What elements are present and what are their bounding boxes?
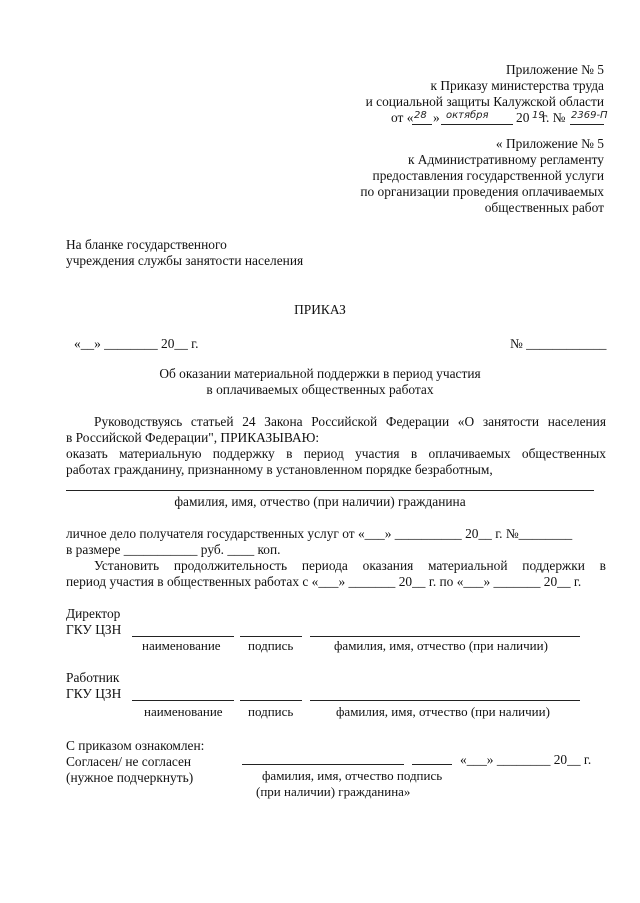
worker-fio-line [310,700,580,701]
director-label: Директор [66,606,121,621]
citizen-name-caption: фамилия, имя, отчество (при наличии) гражданина [174,494,466,509]
appendix-order-line-3: и социальной защиты Калужской области [365,94,604,109]
handwritten-month: октября [446,110,489,121]
body-p1-line-1: Руководствуясь статьей 24 Закона Российской Федерации «О занятости населения [94,414,606,429]
ack-caption-1: фамилия, имя, отчество подпись [262,768,443,783]
appendix-regulation-line-2: к Административному регламенту [407,152,604,167]
appendix-order-date-line [0,110,608,126]
appendix-regulation-line-3: предоставления государственной услуги [372,168,604,183]
appendix-regulation-line-4: по организации проведения оплачиваемых [360,184,604,199]
month-underline [441,124,513,125]
ack-date: «___» ________ 20__ г. [460,752,592,767]
director-org-label: ГКУ ЦЗН [66,622,122,637]
worker-caption-position: наименование [144,704,223,719]
letterhead-line-1: На бланке государственного [66,237,227,252]
director-fio-line [310,636,580,637]
order-number: № ____________ [510,336,607,351]
worker-org-label: ГКУ ЦЗН [66,686,122,701]
handwritten-number: 2369-П [571,110,608,121]
worker-signature-line [240,700,302,701]
body-p2-line-1: оказать материальную поддержку в период участия в оплачиваемых общественных [66,446,606,461]
body-p3-line-1: личное дело получателя государственных услуг от «___» __________ 20__ г. №________ [66,526,573,541]
body-p1-line-2: в Российской Федерации", ПРИКАЗЫВАЮ: [66,430,320,445]
body-p4-line-2: период участия в общественных работах с «___» _______ 20__ г. по «___» _______ 20__ г. [66,574,582,589]
ack-line-1: С приказом ознакомлен: [66,738,205,753]
appendix-regulation-line-5: общественных работ [484,200,604,215]
ack-line-3: (нужное подчеркнуть) [66,770,194,785]
worker-caption-signature: подпись [248,704,294,719]
body-p2-line-2: работах гражданину, признанному в установленном порядке безработным, [66,462,493,477]
year-prefix: 20 [516,110,530,125]
worker-label: Работник [66,670,120,685]
body-p4-line-1: Установить продолжительность периода оказания материальной поддержки в [94,558,606,573]
director-caption-signature: подпись [248,638,294,653]
date-mid: » [433,110,440,125]
subject-line-2: в оплачиваемых общественных работах [206,382,434,397]
worker-position-line [132,700,234,701]
document-title: ПРИКАЗ [294,302,346,317]
order-date: «__» ________ 20__ г. [74,336,199,351]
handwritten-day: 28 [414,110,427,121]
day-underline [412,124,432,125]
appendix-order-line-1: Приложение № 5 [505,62,604,77]
number-underline [570,124,604,125]
appendix-order-line-2: к Приказу министерства труда [430,78,604,93]
date-prefix: от « [391,110,414,125]
ack-line-2: Согласен/ не согласен [66,754,192,769]
year-suffix: г. № [542,110,566,125]
director-position-line [132,636,234,637]
letterhead-line-2: учреждения службы занятости населения [66,253,304,268]
citizen-name-line [66,490,594,491]
ack-fio-line [242,764,404,765]
director-caption-position: наименование [142,638,221,653]
subject-line-1: Об оказании материальной поддержки в период участия [159,366,481,381]
worker-caption-fio: фамилия, имя, отчество (при наличии) [336,704,550,719]
appendix-regulation-line-1: « Приложение № 5 [495,136,604,151]
body-p3-line-2: в размере ___________ руб. ____ коп. [66,542,281,557]
handwritten-year: 19 [532,110,545,121]
ack-signature-line [412,764,452,765]
director-caption-fio: фамилия, имя, отчество (при наличии) [334,638,548,653]
director-signature-line [240,636,302,637]
ack-caption-2: (при наличии) гражданина» [256,784,411,799]
